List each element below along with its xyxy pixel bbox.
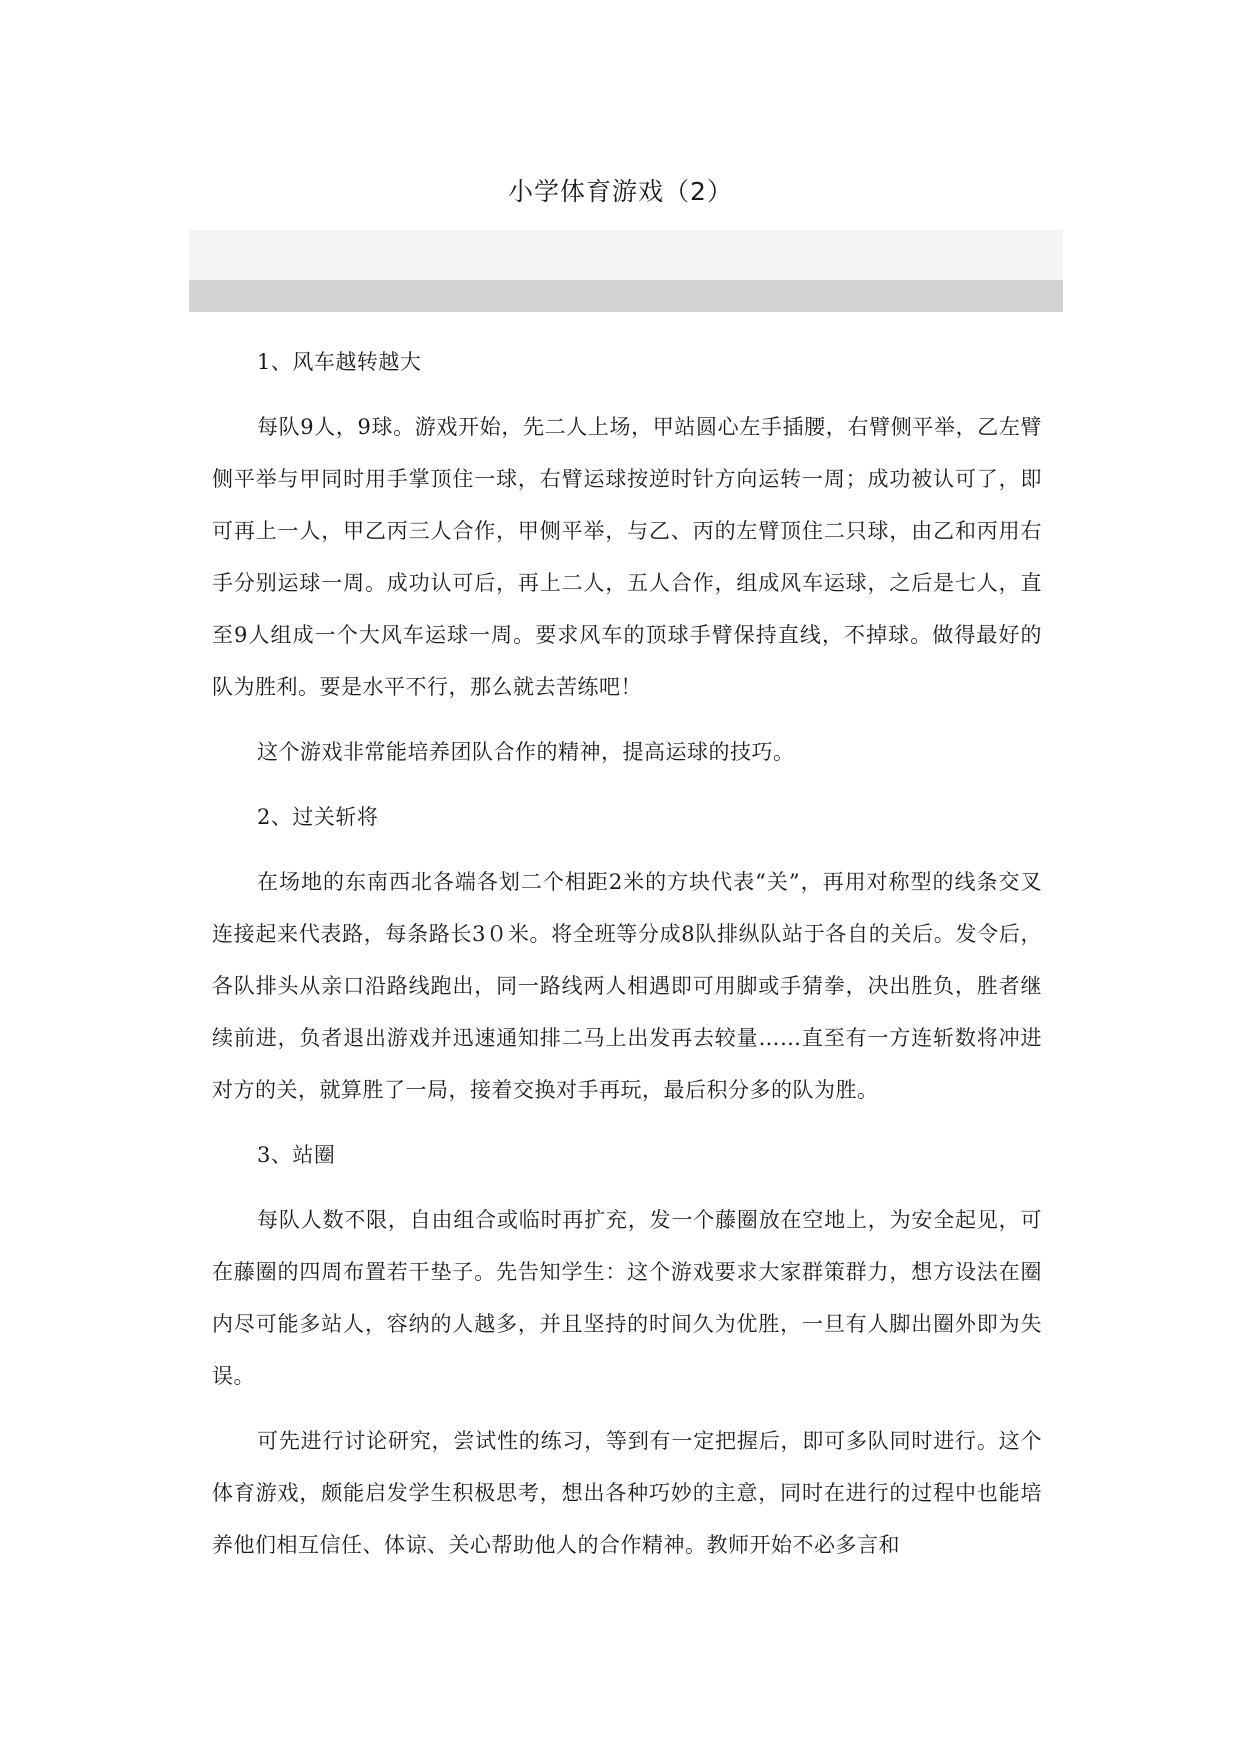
header-banner-light (189, 230, 1063, 280)
paragraph-standing-circle-rules: 每队人数不限，自由组合或临时再扩充，发一个藤圈放在空地上，为安全起见，可在藤圈的四周布置若干垫子。先告知学生：这个游戏要求大家群策群力，想方设法在圈内尽可能多站人，容纳的人越多，并且坚持的时间久为优胜，一旦有人脚出圈外即为失误。 (212, 1208, 1042, 1388)
header-banner-dark (189, 280, 1063, 312)
paragraph-standing-circle-practice: 可先进行讨论研究，尝试性的练习，等到有一定把握后，即可多队同时进行。这个体育游戏，颇能启发学生积极思考，想出各种巧妙的主意，同时在进行的过程中也能培养他们相互信任、体谅、关心帮助他人的合作精神。教师开始不必多言和 (212, 1429, 1042, 1557)
paragraph-pass-checkpoint-rules: 在场地的东南西北各端各划二个相距2米的方块代表“关”，再用对称型的线条交叉连接起来代表路，每条路长3０米。将全班等分成8队排纵队站于各自的关后。发令后，各队排头从亲口沿路线跑出，同一路线两人相遇即可用脚或手猜拳，决出胜负，胜者继续前进，负者退出游戏并迅速通知排二马上出发再去较量……直至有一方连斩数将冲进对方的关，就算胜了一局，接着交换对手再玩，最后积分多的队为胜。 (212, 870, 1042, 1102)
section-heading-pass-checkpoint: 2、过关斩将 (257, 805, 379, 829)
section-heading-standing-circle: 3、站圈 (257, 1143, 336, 1167)
document-body (212, 336, 1042, 1571)
document-title: 小学体育游戏（2） (508, 177, 733, 206)
section-heading-windmill: 1、风车越转越大 (257, 350, 422, 374)
paragraph-windmill-benefit: 这个游戏非常能培养团队合作的精神，提高运球的技巧。 (257, 740, 795, 764)
paragraph-windmill-rules: 每队9人，9球。游戏开始，先二人上场，甲站圆心左手插腰，右臂侧平举，乙左臂侧平举与甲同时用手掌顶住一球，右臂运球按逆时针方向运转一周；成功被认可了，即可再上一人，甲乙丙三人合作，甲侧平举，与乙、丙的左臂顶住二只球，由乙和丙用右手分别运球一周。成功认可后，再上二人，五人合作，组成风车运球，之后是七人，直至9人组成一个大风车运球一周。要求风车的顶球手臂保持直线，不掉球。做得最好的队为胜利。要是水平不行，那么就去苦练吧！ (212, 415, 1042, 699)
